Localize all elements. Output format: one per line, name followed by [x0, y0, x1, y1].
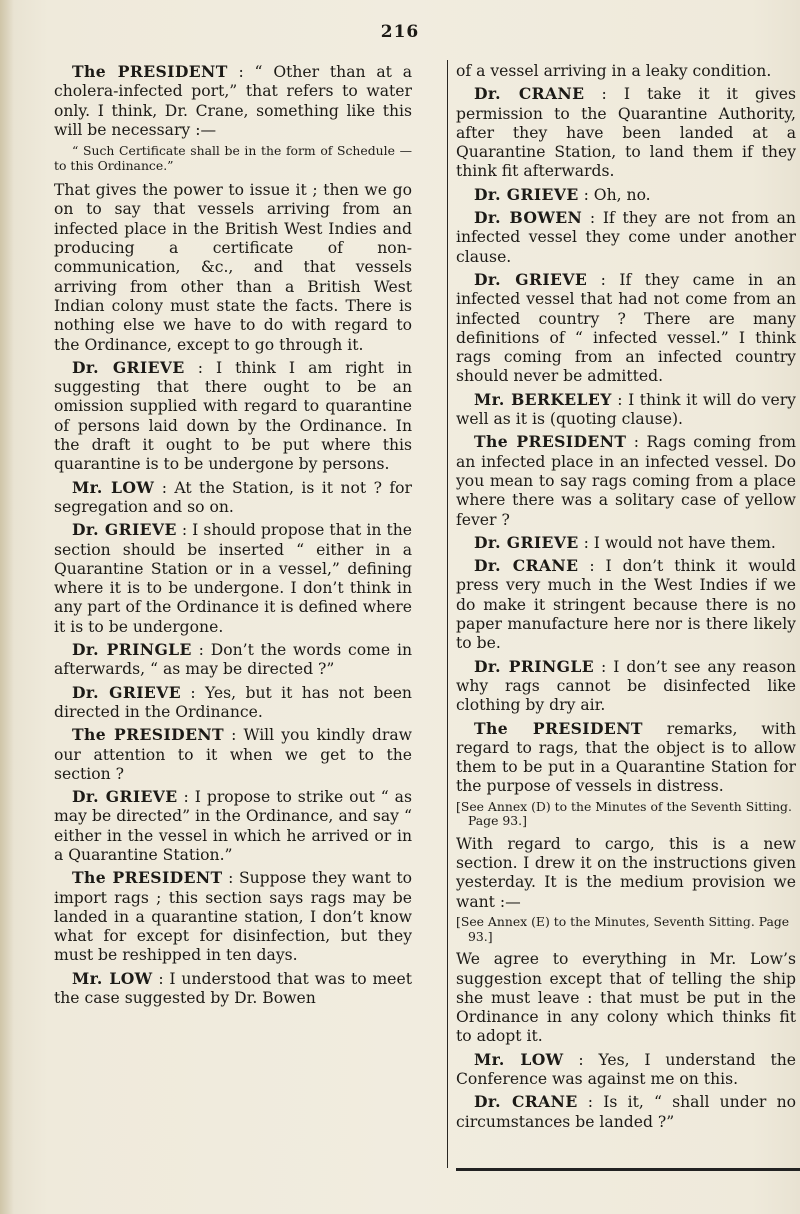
paragraph — [54, 969, 412, 1009]
speaker-name: Dr. PRINGLE — [72, 640, 192, 660]
paragraph-text: : At the Station, is it not ? for segregation and so on. — [54, 478, 412, 516]
paragraph — [456, 432, 796, 529]
paragraph — [456, 270, 796, 387]
speaker-name: Dr. PRINGLE — [474, 656, 594, 676]
speaker-name: The PRESIDENT — [72, 868, 223, 888]
speaker-name: Dr. GRIEVE — [72, 682, 182, 702]
paragraph — [456, 185, 796, 205]
paragraph — [456, 390, 796, 430]
page-edge-shadow — [0, 0, 14, 1214]
speaker-name: Mr. BERKELEY — [474, 389, 612, 409]
paragraph-text: We agree to everything in Mr. Low’s suggestion except that of telling the ship she must leave : that must be put in the Ordinance in any colony which thinks fit to adopt it. — [456, 950, 796, 1046]
paragraph-text: : I propose to strike out “ as may be directed” in the Ordinance, and say “ either in the vessel in which he arrived or in a Quarantine Station.” — [54, 788, 412, 864]
speaker-name: Dr. CRANE — [474, 1092, 578, 1112]
speaker-name: Dr. CRANE — [474, 556, 579, 576]
paragraph — [456, 1050, 796, 1090]
paragraph-text: : I don’t see any reason why rags cannot be disinfected like clothing by dry air. — [456, 657, 797, 715]
paragraph-text: : Yes, I understand the Conference was against me on this. — [456, 1050, 796, 1089]
paragraph — [54, 725, 412, 784]
paragraph-text: That gives the power to issue it ; then we go on to say that vessels arriving from an infected place in the British West Indies and producing a certificate of non-communication, &c., and that vessels arriving from other than a British West Indian colony must state the facts. There is nothing else we have to do with regard to the Ordinance, except to go through it. — [54, 181, 412, 354]
paragraph-text: : “ Other than at a cholera-infected port,” that refers to water only. I think, Dr. Crane, something like this will be necessary :— — [54, 63, 412, 139]
paragraph — [54, 62, 412, 140]
paragraph-text: : Rags coming from an infected place in an infected vessel. Do you mean to say rags coming from a place where there was a solitary case of yellow fever ? — [456, 433, 796, 529]
page-number: 216 — [380, 22, 420, 42]
paragraph — [54, 143, 412, 173]
speaker-name: Dr. GRIEVE — [72, 520, 177, 540]
paragraph — [456, 719, 796, 797]
paragraph-text: of a vessel arriving in a leaky condition. — [456, 62, 772, 80]
paragraph-text: “ Such Certificate shall be in the form of Schedule — to this Ordinance.” — [54, 143, 412, 174]
paragraph — [54, 181, 412, 355]
speaker-name: The PRESIDENT — [474, 718, 643, 738]
paragraph — [54, 520, 412, 637]
paragraph-text: : Don’t the words come in afterwards, “ as may be directed ?” — [54, 641, 412, 679]
paragraph-text: : I don’t think it would press very much in the West Indies if we do make it stringent because there is no paper manufacture here nor is there likely to be. — [456, 557, 796, 653]
paragraph-text: With regard to cargo, this is a new section. I drew it on the instructions given yesterday. It is the medium provision we want :— — [456, 834, 796, 911]
paragraph-text: remarks, with regard to rags, that the object is to allow them to be put in a Quarantine Station for the purpose of vessels in distress. — [456, 719, 796, 796]
speaker-name: Dr. GRIEVE — [72, 357, 185, 377]
paragraph-text: : I take it it gives permission to the Quarantine Authority, after they have been landed at a Quarantine Station, to land them if they think fit afterwards. — [456, 85, 796, 181]
speaker-name: Dr. GRIEVE — [474, 269, 588, 289]
paragraph-text: : I would not have them. — [583, 533, 776, 552]
paragraph-text: : Suppose they want to import rags ; this section says rags may be landed in a quarantine station, I don’t know what for except for disinfection, but they must be reshipped in ten days. — [54, 869, 412, 965]
paragraph-text: : Oh, no. — [583, 185, 651, 204]
speaker-name: Mr. LOW — [72, 968, 153, 988]
paragraph — [456, 208, 796, 267]
paragraph-text: : I should propose that in the section should be inserted “ either in a Quarantine Station or in a vessel,” defining where it is to be undergone. I don’t think in any part of the Ordinance it is defined where it is to be undergone. — [54, 521, 412, 636]
paragraph — [54, 787, 412, 865]
paragraph-text: [See Annex (D) to the Minutes of the Seventh Sitting. Page 93.] — [456, 798, 792, 829]
paragraph — [54, 683, 412, 723]
left-column — [54, 62, 412, 1011]
paragraph — [54, 358, 412, 475]
paragraph — [54, 478, 412, 518]
paragraph-text: : Yes, but it has not been directed in the Ordinance. — [54, 683, 412, 721]
speaker-name: Dr. CRANE — [474, 84, 585, 104]
paragraph-text: : Is it, “ shall under no circumstances be landed ?” — [456, 1093, 796, 1131]
paragraph-text: [See Annex (E) to the Minutes, Seventh Sitting. Page 93.] — [456, 914, 790, 944]
speaker-name: Dr. GRIEVE — [474, 184, 579, 204]
paragraph — [456, 62, 796, 81]
paragraph-text: : I think I am right in suggesting that there ought to be an omission supplied with regard to quarantine of persons laid down by the Ordinance. In the draft it ought to be put where this quarantine is to be undergone by persons. — [54, 358, 412, 474]
paragraph-text: : If they came in an infected vessel that had not come from an infected country ? There are many definitions of “ infected vessel.” I think rags coming from an infected country should never be admitted. — [456, 270, 796, 386]
paragraph — [456, 84, 796, 181]
column-divider — [447, 60, 448, 1168]
bottom-rule — [456, 1168, 800, 1171]
paragraph-text: : I think it will do very well as it is (quoting clause). — [456, 390, 796, 429]
speaker-name: Dr. BOWEN — [474, 208, 583, 228]
paragraph-text: : If they are not from an infected vessel they come under another clause. — [456, 209, 796, 266]
speaker-name: Dr. GRIEVE — [474, 532, 579, 552]
speaker-name: Mr. LOW — [474, 1049, 564, 1069]
paragraph — [456, 835, 796, 912]
paragraph — [54, 640, 412, 680]
speaker-name: The PRESIDENT — [72, 62, 228, 81]
speaker-name: Mr. LOW — [72, 477, 155, 497]
paragraph-text: : I understood that was to meet the case suggested by Dr. Bowen — [54, 969, 412, 1008]
speaker-name: The PRESIDENT — [474, 432, 627, 452]
paragraph — [456, 657, 796, 716]
speaker-name: The PRESIDENT — [72, 725, 225, 745]
right-column — [456, 62, 796, 1135]
speaker-name: Dr. GRIEVE — [72, 787, 178, 807]
annex-note — [456, 800, 796, 829]
paragraph — [456, 533, 796, 553]
paragraph — [456, 556, 796, 653]
annex-note — [456, 915, 796, 944]
paragraph-text: : Will you kindly draw our attention to it when we get to the section ? — [54, 726, 412, 783]
paragraph — [54, 868, 412, 965]
paragraph — [456, 950, 796, 1046]
paragraph — [456, 1092, 796, 1132]
